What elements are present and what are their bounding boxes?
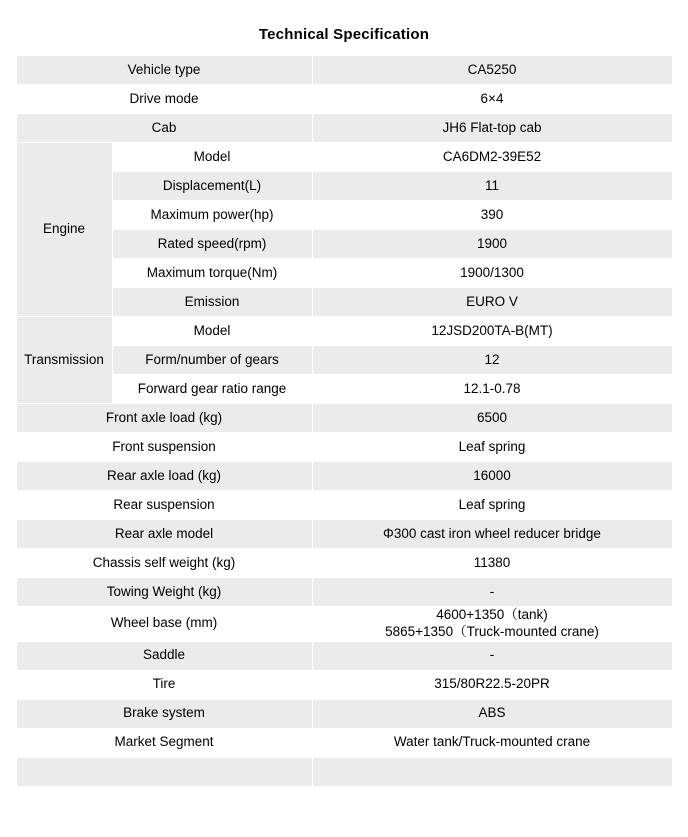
table-row (16, 172, 672, 201)
row-value: ABS (312, 699, 672, 728)
table-row (16, 578, 672, 607)
row-value: Φ300 cast iron wheel reducer bridge (312, 520, 672, 549)
table-row (16, 375, 672, 404)
table-row (16, 433, 672, 462)
row-label: Displacement(L) (112, 172, 312, 201)
table-row (16, 143, 672, 172)
row-value: 11380 (312, 549, 672, 578)
table-row (16, 670, 672, 699)
row-label: Rated speed(rpm) (112, 230, 312, 259)
row-value: CA5250 (312, 56, 672, 85)
row-value: 1900/1300 (312, 259, 672, 288)
row-label: Model (112, 317, 312, 346)
page-title: Technical Specification (258, 26, 430, 43)
row-value: 6×4 (312, 85, 672, 114)
row-label: Wheel base (mm) (16, 607, 312, 642)
table-row (16, 641, 672, 670)
table-row (16, 201, 672, 230)
table-row (16, 230, 672, 259)
table-row (16, 549, 672, 578)
row-value: 6500 (312, 404, 672, 433)
row-value: 390 (312, 201, 672, 230)
row-value: JH6 Flat-top cab (312, 114, 672, 143)
table-row (16, 404, 672, 433)
row-value: 12JSD200TA-B(MT) (312, 317, 672, 346)
row-value: - (312, 578, 672, 607)
row-value: 4600+1350（tank) 5865+1350（Truck-mounted crane) (312, 607, 672, 642)
table-row (16, 491, 672, 520)
row-label: Front suspension (16, 433, 312, 462)
row-label: Model (112, 143, 312, 172)
table-row (16, 520, 672, 549)
row-value: Water tank/Truck-mounted crane (312, 728, 672, 757)
row-label: Chassis self weight (kg) (16, 549, 312, 578)
row-label: Brake system (16, 699, 312, 728)
row-label: Form/number of gears (112, 346, 312, 375)
technical-specification-table (16, 55, 673, 787)
row-value: Leaf spring (312, 491, 672, 520)
row-value: EURO V (312, 288, 672, 317)
row-label: Forward gear ratio range (112, 375, 312, 404)
table-row (16, 114, 672, 143)
group-label-engine: Engine (16, 143, 112, 317)
row-label: Maximum torque(Nm) (112, 259, 312, 288)
row-value: 16000 (312, 462, 672, 491)
table-row (16, 346, 672, 375)
table-row-empty (16, 757, 672, 786)
empty-cell (312, 757, 672, 786)
row-label: Market Segment (16, 728, 312, 757)
row-value: 11 (312, 172, 672, 201)
row-label: Drive mode (16, 85, 312, 114)
row-label: Front axle load (kg) (16, 404, 312, 433)
row-label: Rear axle model (16, 520, 312, 549)
row-label: Cab (16, 114, 312, 143)
table-row (16, 85, 672, 114)
row-value: 12 (312, 346, 672, 375)
row-label: Rear suspension (16, 491, 312, 520)
row-label: Saddle (16, 641, 312, 670)
row-label: Vehicle type (16, 56, 312, 85)
row-value: - (312, 641, 672, 670)
table-row (16, 317, 672, 346)
row-value: 315/80R22.5-20PR (312, 670, 672, 699)
row-label: Tire (16, 670, 312, 699)
row-value: 1900 (312, 230, 672, 259)
table-row (16, 56, 672, 85)
row-label: Emission (112, 288, 312, 317)
row-value: 12.1-0.78 (312, 375, 672, 404)
empty-cell (16, 757, 312, 786)
row-label: Towing Weight (kg) (16, 578, 312, 607)
table-row (16, 288, 672, 317)
table-row (16, 259, 672, 288)
row-value: CA6DM2-39E52 (312, 143, 672, 172)
row-label: Maximum power(hp) (112, 201, 312, 230)
row-value: Leaf spring (312, 433, 672, 462)
table-row (16, 607, 672, 642)
table-row (16, 699, 672, 728)
group-label-transmission: Transmission (16, 317, 112, 404)
table-body (16, 56, 672, 787)
table-row (16, 462, 672, 491)
table-row (16, 728, 672, 757)
row-label: Rear axle load (kg) (16, 462, 312, 491)
